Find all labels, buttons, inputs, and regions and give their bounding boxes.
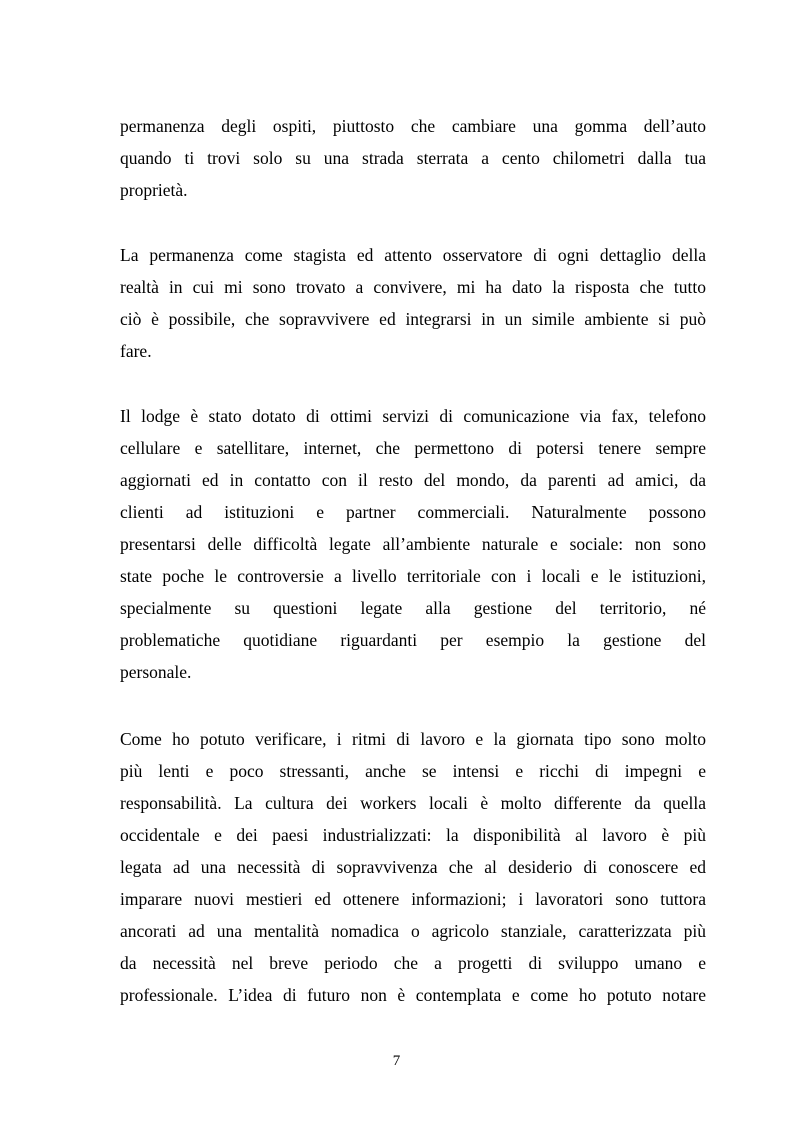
text-line: La permanenza come stagista ed attento osservatore di ogni dettaglio della [120,245,706,265]
text-line: responsabilità. La cultura dei workers locali è molto differente da quella [120,793,706,813]
text-line: state poche le controversie a livello territoriale con i locali e le istituzioni, [120,566,706,586]
text-line: cellulare e satellitare, internet, che permettono di potersi tenere sempre [120,438,706,458]
text-line: più lenti e poco stressanti, anche se intensi e ricchi di impegni e [120,761,706,781]
page-number: 7 [392,1053,401,1069]
text-line: problematiche quotidiane riguardanti per esempio la gestione del [120,630,706,650]
text-line: Come ho potuto verificare, i ritmi di lavoro e la giornata tipo sono molto [120,729,706,749]
text-line: permanenza degli ospiti, piuttosto che cambiare una gomma dell’auto [120,116,706,136]
text-line: clienti ad istituzioni e partner commerciali. Naturalmente possono [120,502,706,522]
text-line: imparare nuovi mestieri ed ottenere informazioni; i lavoratori sono tuttora [120,889,706,909]
text-line: da necessità nel breve periodo che a progetti di sviluppo umano e [120,953,706,973]
text-line: Il lodge è stato dotato di ottimi servizi di comunicazione via fax, telefono [120,406,706,426]
text-line: realtà in cui mi sono trovato a convivere, mi ha dato la risposta che tutto [120,277,706,297]
text-line: specialmente su questioni legate alla gestione del territorio, né [120,598,706,618]
text-line: occidentale e dei paesi industrializzati: la disponibilità al lavoro è più [120,825,706,845]
text-line: personale. [120,662,192,682]
text-line: fare. [120,341,152,361]
text-line: proprietà. [120,180,188,200]
text-line: presentarsi delle difficoltà legate all’ambiente naturale e sociale: non sono [120,534,706,554]
text-line: ancorati ad una mentalità nomadica o agricolo stanziale, caratterizzata più [120,921,706,941]
text-line: aggiornati ed in contatto con il resto del mondo, da parenti ad amici, da [120,470,706,490]
text-line: professionale. L’idea di futuro non è contemplata e come ho potuto notare [120,985,706,1005]
text-line: legata ad una necessità di sopravvivenza che al desiderio di conoscere ed [120,857,706,877]
text-line: quando ti trovi solo su una strada sterrata a cento chilometri dalla tua [120,148,706,168]
text-line: ciò è possibile, che sopravvivere ed integrarsi in un simile ambiente si può [120,309,706,329]
